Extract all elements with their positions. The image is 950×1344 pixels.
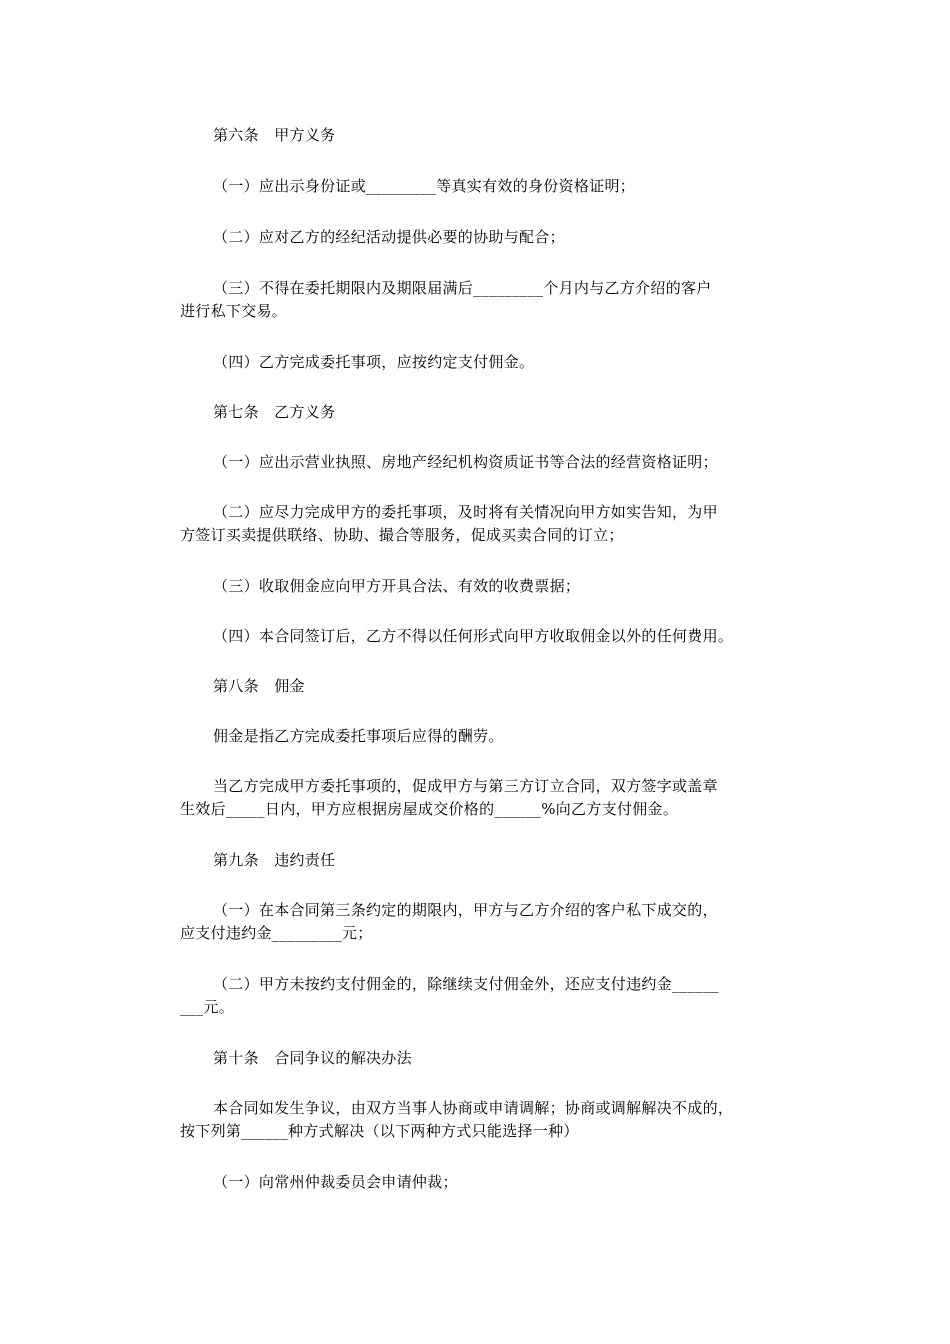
- article-8-para-2-line-2: 生效后_____日内，甲方应根据房屋成交价格的______%向乙方支付佣金。: [180, 800, 679, 818]
- article-8-para-2-line-1: 当乙方完成甲方委托事项的，促成甲方与第三方订立合同，双方签字或盖章: [213, 777, 718, 795]
- article-6-clause-2: （二）应对乙方的经纪活动提供必要的协助与配合；: [213, 228, 565, 246]
- article-7-clause-1: （一）应出示营业执照、房地产经纪机构资质证书等合法的经营资格证明；: [213, 453, 718, 471]
- article-10-para-line-1: 本合同如发生争议，由双方当事人协商或申请调解；协商或调解解决不成的，: [213, 1099, 734, 1117]
- article-10-para-line-2: 按下列第______种方式解决（以下两种方式只能选择一种）: [180, 1122, 579, 1140]
- article-8-para-1: 佣金是指乙方完成委托事项后应得的酬劳。: [213, 727, 504, 745]
- article-9-clause-1-line-2: 应支付违约金_________元；: [180, 924, 373, 942]
- article-6-clause-3-line-1: （三）不得在委托期限内及期限届满后_________个月内与乙方介绍的客户: [213, 279, 712, 297]
- article-6-clause-1: （一）应出示身份证或_________等真实有效的身份资格证明；: [213, 177, 636, 195]
- article-7-heading: 第七条 乙方义务: [213, 403, 336, 421]
- article-6-heading: 第六条 甲方义务: [213, 126, 336, 144]
- article-9-clause-2-line-1: （二）甲方未按约支付佣金的，除继续支付佣金外，还应支付违约金______: [213, 975, 719, 993]
- article-8-heading: 第八条 佣金: [213, 677, 305, 695]
- article-9-clause-1-line-1: （一）在本合同第三条约定的期限内，甲方与乙方介绍的客户私下成交的，: [213, 901, 718, 919]
- article-9-clause-2-line-2: ___元。: [180, 998, 235, 1016]
- article-6-clause-3-line-2: 进行私下交易。: [180, 302, 288, 320]
- article-10-heading: 第十条 合同争议的解决办法: [213, 1049, 412, 1067]
- article-6-clause-4: （四）乙方完成委托事项，应按约定支付佣金。: [213, 353, 535, 371]
- article-7-clause-4: （四）本合同签订后，乙方不得以任何形式向甲方收取佣金以外的任何费用。: [213, 627, 734, 645]
- article-9-heading: 第九条 违约责任: [213, 851, 336, 869]
- article-7-clause-3: （三）收取佣金应向甲方开具合法、有效的收费票据；: [213, 577, 581, 595]
- article-7-clause-2-line-2: 方签订买卖提供联络、协助、撮合等服务，促成买卖合同的订立；: [180, 526, 624, 544]
- article-10-option-1: （一）向常州仲裁委员会申请仲裁；: [213, 1173, 458, 1191]
- article-7-clause-2-line-1: （二）应尽力完成甲方的委托事项，及时将有关情况向甲方如实告知，为甲: [213, 503, 718, 521]
